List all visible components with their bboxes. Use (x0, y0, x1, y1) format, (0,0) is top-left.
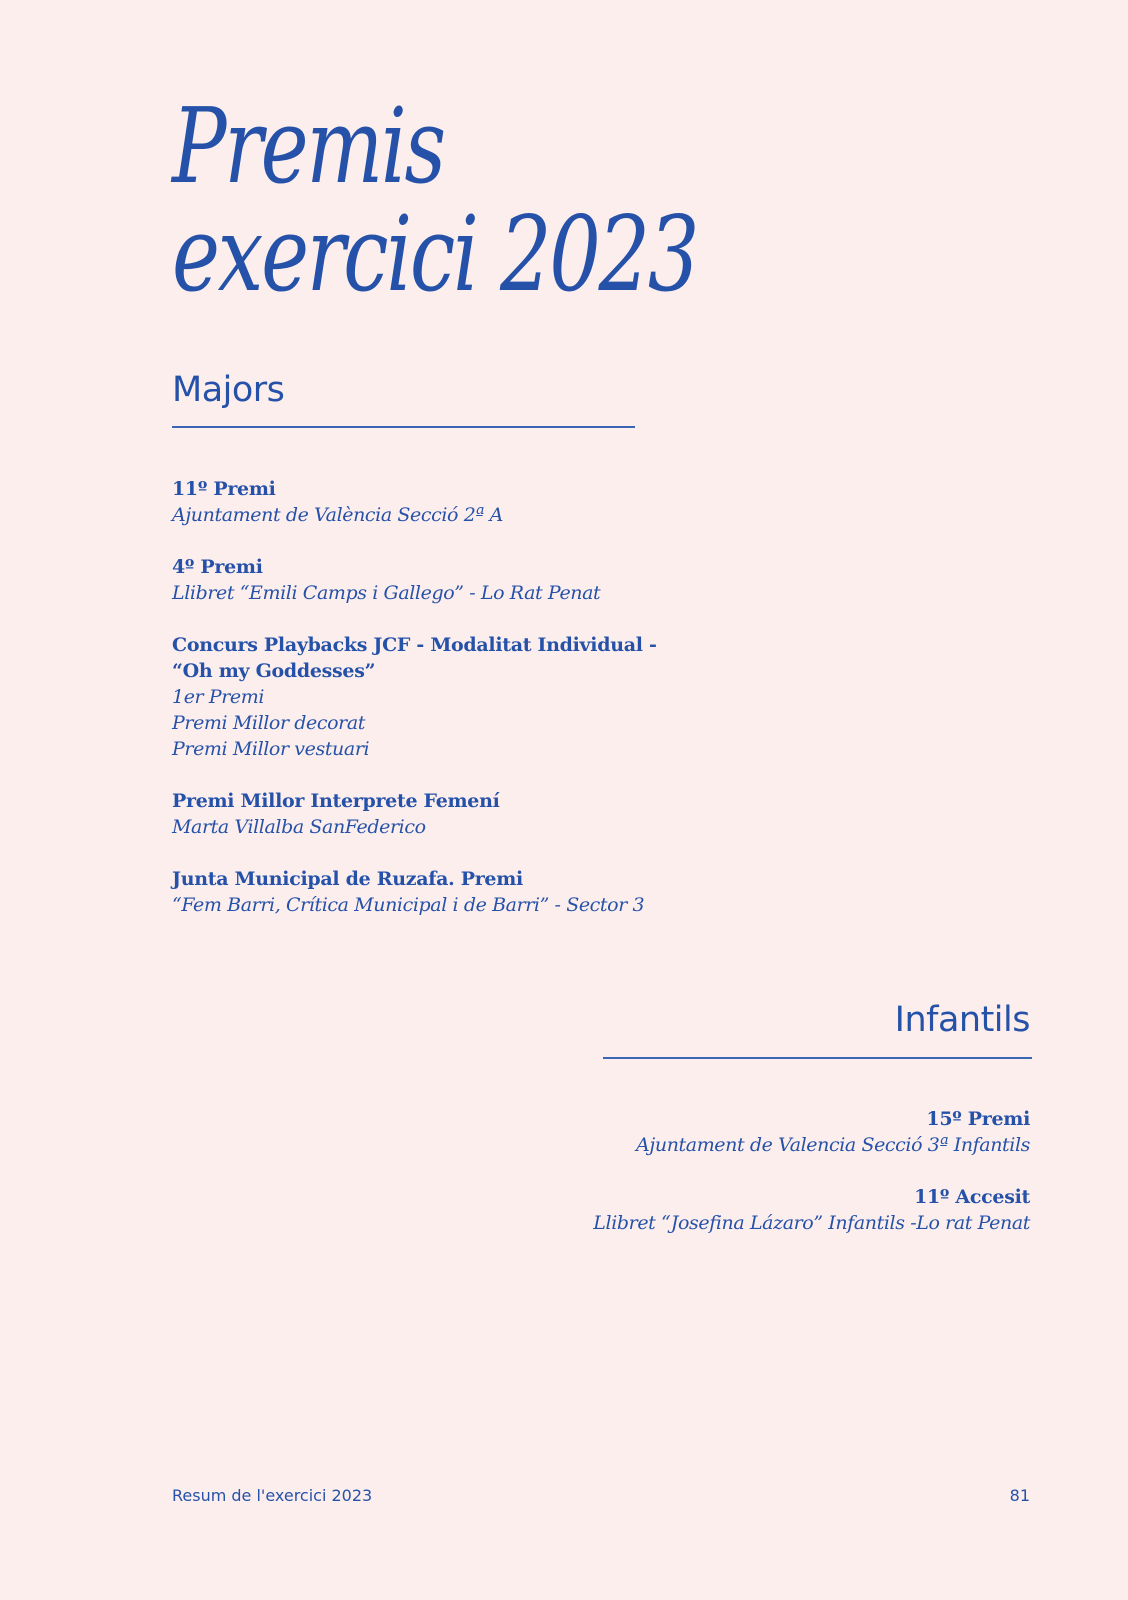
footer-label: Resum de l'exercici 2023 (172, 1486, 373, 1505)
entry-title-continued: “Oh my Goddesses” (172, 660, 376, 682)
list-item (172, 554, 732, 606)
infantils-list (470, 1106, 1030, 1262)
entry-title: Concurs Playbacks JCF - Modalitat Individual - (172, 634, 657, 656)
entry-detail: Llibret “Emili Camps i Gallego” - Lo Rat Penat (172, 582, 601, 604)
page-title (172, 85, 698, 315)
list-item (172, 788, 732, 840)
list-item (470, 1106, 1030, 1158)
entry-title: 15º Premi (926, 1108, 1030, 1130)
majors-list (172, 476, 732, 944)
entry-title: Premi Millor Interprete Femení (172, 790, 500, 812)
entry-detail: Llibret “Josefina Lázaro” Infantils -Lo rat Penat (593, 1212, 1030, 1234)
entry-detail: Premi Millor vestuari (172, 738, 370, 760)
entry-detail: 1er Premi (172, 686, 265, 708)
title-line-2: exercici 2023 (172, 193, 698, 315)
entry-title: 4º Premi (172, 556, 263, 578)
title-line-1: Premis (172, 85, 444, 207)
majors-divider (172, 426, 635, 428)
entry-detail: Ajuntament de València Secció 2ª A (172, 504, 503, 526)
infantils-heading: Infantils (894, 1000, 1030, 1040)
entry-title: 11º Premi (172, 478, 276, 500)
entry-title: Junta Municipal de Ruzafa. Premi (172, 868, 523, 890)
list-item (470, 1184, 1030, 1236)
entry-title: 11º Accesit (914, 1186, 1030, 1208)
entry-detail: Ajuntament de Valencia Secció 3ª Infantils (636, 1134, 1030, 1156)
entry-detail: Premi Millor decorat (172, 712, 366, 734)
list-item (172, 476, 732, 528)
page-number: 81 (1009, 1486, 1030, 1505)
list-item (172, 866, 732, 918)
entry-detail: “Fem Barri, Crítica Municipal i de Barri” - Sector 3 (172, 894, 645, 916)
entry-detail: Marta Villalba SanFederico (172, 816, 426, 838)
majors-heading: Majors (172, 370, 285, 410)
infantils-divider (603, 1057, 1032, 1059)
list-item (172, 632, 732, 762)
